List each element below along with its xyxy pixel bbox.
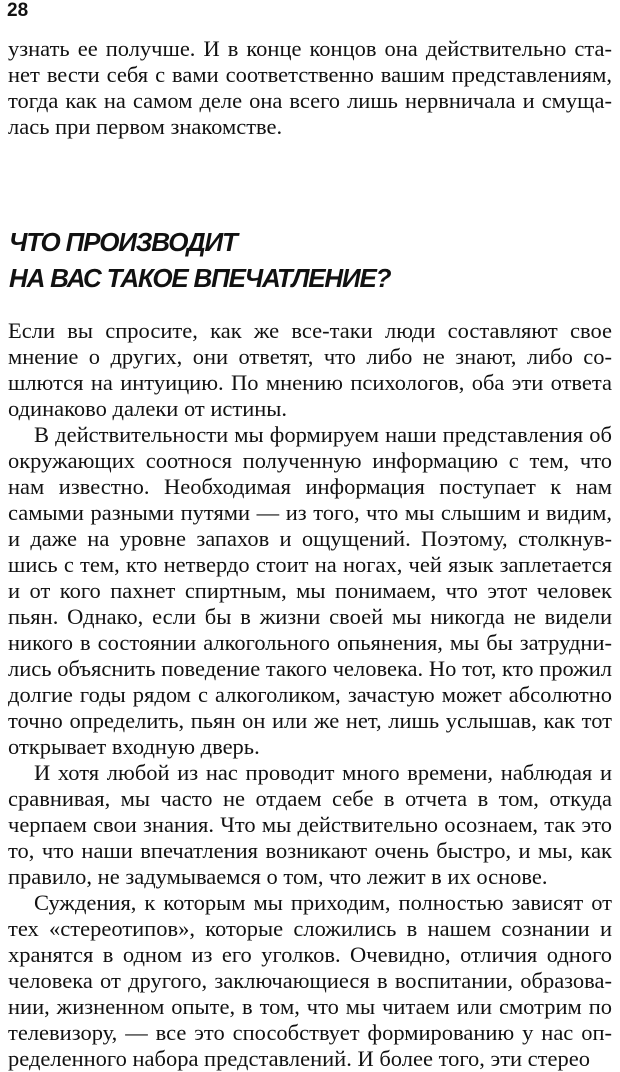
main-text-block xyxy=(8,318,612,1072)
page-number: 28 xyxy=(7,0,29,21)
body-paragraph-1: Если вы спросите, как же все-таки люди составляют свое мнение о других, они ответят, что либо не знают, либо сошлются на интуицию. По мнению психологов, оба эти ответа одинаково далеки от истины. xyxy=(8,318,612,421)
section-heading-line-1: ЧТО ПРОИЗВОДИТ xyxy=(9,227,237,257)
intro-paragraph: узнать ее получше. И в конце концов она действительно станет вести себя с вами соответственно вашим представлениям, тогда как на самом деле она всего лишь нервничала и смущалась при первом знакомстве. xyxy=(8,36,612,139)
body-paragraph-2: В действительности мы формируем наши представления об окружающих соотнося полученную информацию с тем, что нам известно. Необходимая информация поступает к нам самыми разными путями — из того, что мы слышим и видим, и даже на уровне запахов и ощущений. Поэтому, столкнувшись с тем, кто нетвердо стоит на ногах, чей язык заплетается и от кого пахнет спиртным, мы понимаем, что этот человек пьян. Однако, если бы в жизни своей мы никогда не видели никого в состоянии алкогольного опьянения, мы бы затруднились объяснить поведение такого человека. Но тот, кто прожил долгие годы рядом с алкоголиком, зачастую может абсолютно точно определить, пьян он или же нет, лишь услышав, как тот открывает входную дверь. xyxy=(8,422,612,759)
body-paragraph-3: И хотя любой из нас проводит много времени, наблюдая и сравнивая, мы часто не отдаем себе в отчета в том, откуда черпаем свои знания. Что мы действительно осознаем, так это то, что наши впечатления возникают очень быстро, и мы, как правило, не задумываемся о том, что лежит в их основе. xyxy=(8,760,612,889)
section-heading-line-2: НА ВАС ТАКОЕ ВПЕЧАТЛЕНИЕ? xyxy=(9,263,391,293)
section-heading xyxy=(9,224,613,296)
intro-text-block xyxy=(8,36,612,140)
body-paragraph-4: Суждения, к которым мы приходим, полностью зависят от тех «стереотипов», которые сложились в нашем сознании и хранятся в одном из его уголков. Очевидно, отличия одного человека от другого, заключающиеся в воспитании, образовании, жизненном опыте, в том, что мы читаем или смотрим по телевизору, — все это способствует формированию у нас определенного набора представлений. И более того, эти стерео xyxy=(8,890,612,1071)
